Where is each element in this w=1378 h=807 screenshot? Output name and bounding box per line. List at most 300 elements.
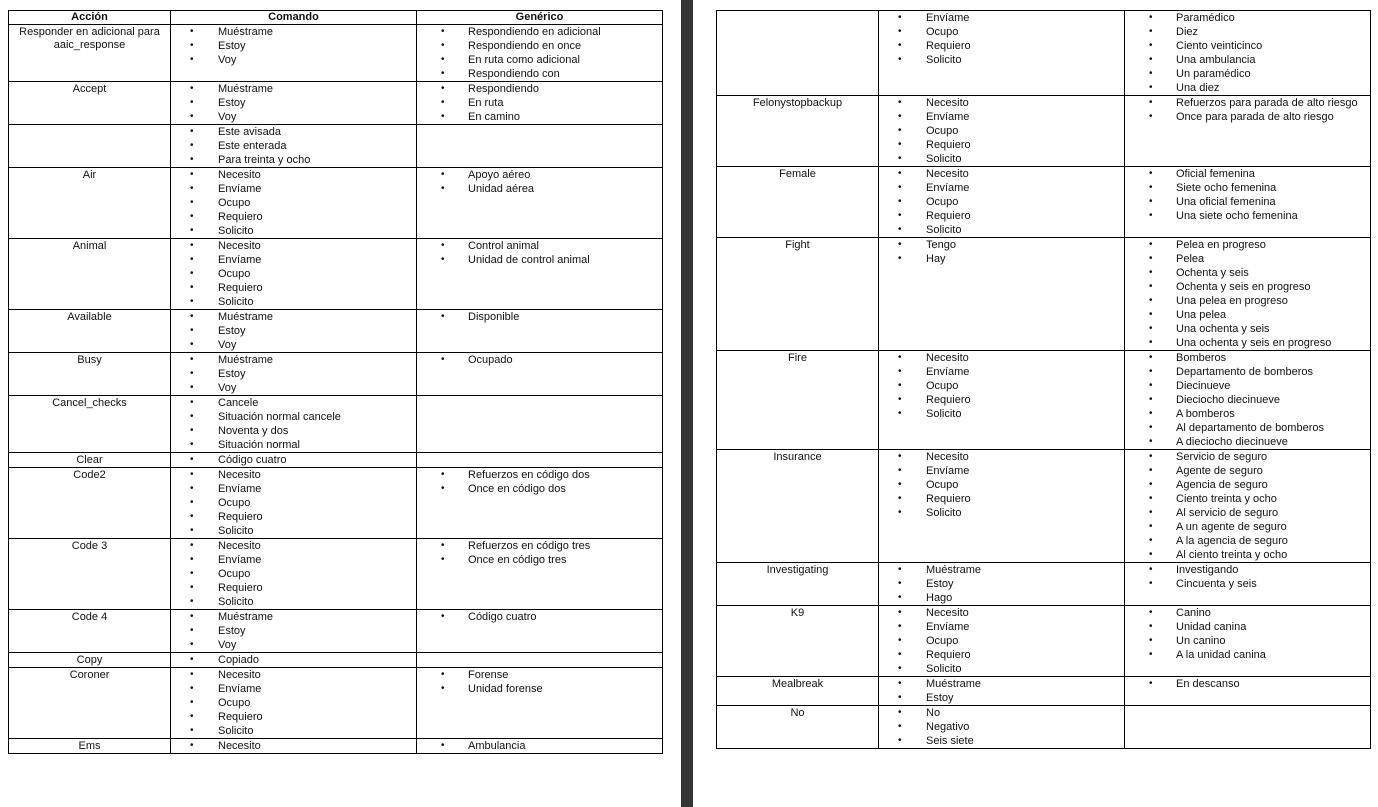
- comando-cell: [171, 396, 417, 453]
- comando-list-item: • Requiero: [898, 648, 1124, 662]
- generico-list: [1125, 238, 1370, 350]
- comando-list-item: • Solicito: [898, 152, 1124, 166]
- table-row: [717, 96, 1371, 167]
- comando-list-item: • Voy: [190, 338, 416, 352]
- generico-list-item: • Diecinueve: [1149, 379, 1370, 393]
- comando-list-item: • Estoy: [190, 624, 416, 638]
- header-generico: Genérico: [417, 11, 663, 25]
- comando-list-item: • Estoy: [898, 577, 1124, 591]
- table-row: [9, 353, 663, 396]
- table-row: [717, 351, 1371, 450]
- comando-list-item: • Situación normal: [190, 438, 416, 452]
- generico-cell: [1125, 563, 1371, 606]
- comando-cell: [879, 167, 1125, 238]
- generico-list: [417, 539, 662, 567]
- comando-cell: [879, 563, 1125, 606]
- accion-cell: Code 4: [9, 610, 171, 653]
- comando-list-item: • Requiero: [190, 210, 416, 224]
- generico-list-item: • Paramédico: [1149, 11, 1370, 25]
- comando-list-item: • Ocupo: [190, 696, 416, 710]
- comando-list-item: • Voy: [190, 638, 416, 652]
- table-row: [9, 653, 663, 668]
- comando-list: [171, 396, 416, 452]
- comando-list-item: • Necesito: [898, 606, 1124, 620]
- accion-cell: Female: [717, 167, 879, 238]
- accion-cell: Fire: [717, 351, 879, 450]
- generico-list: [1125, 11, 1370, 95]
- generico-list-item: • A bomberos: [1149, 407, 1370, 421]
- generico-list-item: • En camino: [441, 110, 662, 124]
- comando-cell: [171, 739, 417, 754]
- comando-list-item: • Seis siete: [898, 734, 1124, 748]
- page-left: [8, 10, 662, 754]
- generico-list-item: • Al ciento treinta y ocho: [1149, 548, 1370, 562]
- comando-cell: [171, 610, 417, 653]
- comando-list-item: • Solicito: [190, 595, 416, 609]
- comando-cell: [171, 353, 417, 396]
- accion-cell: [9, 125, 171, 168]
- generico-list-item: • Refuerzos en código dos: [441, 468, 662, 482]
- generico-list-item: • Respondiendo con: [441, 67, 662, 81]
- generico-list: [417, 353, 662, 367]
- generico-cell: [1125, 11, 1371, 96]
- comando-list-item: • Necesito: [190, 668, 416, 682]
- generico-cell: [417, 82, 663, 125]
- generico-list: [417, 25, 662, 81]
- generico-cell: [417, 25, 663, 82]
- table-row: [9, 82, 663, 125]
- comando-list-item: • Ocupo: [898, 634, 1124, 648]
- comando-cell: [879, 351, 1125, 450]
- generico-list-item: • Unidad canina: [1149, 620, 1370, 634]
- comando-cell: [171, 539, 417, 610]
- comando-list: [879, 677, 1124, 705]
- generico-list: [417, 310, 662, 324]
- generico-list-item: • En ruta: [441, 96, 662, 110]
- comando-list-item: • Solicito: [898, 223, 1124, 237]
- accion-cell: Copy: [9, 653, 171, 668]
- generico-list-item: • Una pelea en progreso: [1149, 294, 1370, 308]
- table-row: [9, 539, 663, 610]
- comando-list-item: • Ocupo: [190, 496, 416, 510]
- generico-cell: [1125, 606, 1371, 677]
- comando-list-item: • Voy: [190, 381, 416, 395]
- comando-list-item: • Requiero: [898, 209, 1124, 223]
- comando-list-item: • Este avisada: [190, 125, 416, 139]
- table-row: [9, 396, 663, 453]
- comando-list: [879, 96, 1124, 166]
- comando-list: [171, 353, 416, 395]
- comando-list: [171, 25, 416, 67]
- comando-list: [171, 468, 416, 538]
- comando-list-item: • Necesito: [898, 167, 1124, 181]
- comando-list-item: • Requiero: [898, 138, 1124, 152]
- generico-list-item: • Apoyo aéreo: [441, 168, 662, 182]
- comando-list-item: • No: [898, 706, 1124, 720]
- comando-list-item: • Muéstrame: [898, 563, 1124, 577]
- comando-list-item: • Para treinta y ocho: [190, 153, 416, 167]
- generico-cell: [417, 239, 663, 310]
- comando-list-item: • Requiero: [190, 581, 416, 595]
- generico-cell: [417, 453, 663, 468]
- generico-list: [1125, 606, 1370, 662]
- generico-list-item: • Ochenta y seis en progreso: [1149, 280, 1370, 294]
- generico-list-item: • Una ochenta y seis en progreso: [1149, 336, 1370, 350]
- comando-list-item: • Necesito: [898, 450, 1124, 464]
- comando-cell: [879, 606, 1125, 677]
- generico-list-item: • Disponible: [441, 310, 662, 324]
- comando-list-item: • Código cuatro: [190, 453, 416, 467]
- generico-cell: [417, 610, 663, 653]
- comando-list-item: • Envíame: [898, 365, 1124, 379]
- comando-list: [879, 563, 1124, 605]
- accion-cell: Animal: [9, 239, 171, 310]
- table-row: [9, 610, 663, 653]
- comando-list: [171, 610, 416, 652]
- generico-list-item: • Oficial femenina: [1149, 167, 1370, 181]
- comando-list: [171, 668, 416, 738]
- comando-list-item: • Envíame: [898, 620, 1124, 634]
- accion-cell: Clear: [9, 453, 171, 468]
- table-row: [9, 168, 663, 239]
- table-row: [717, 238, 1371, 351]
- generico-list: [1125, 167, 1370, 223]
- commands-table-left: [8, 10, 663, 754]
- generico-cell: [417, 653, 663, 668]
- generico-list-item: • Forense: [441, 668, 662, 682]
- accion-cell: Available: [9, 310, 171, 353]
- comando-list-item: • Necesito: [190, 239, 416, 253]
- table-body-right: [717, 11, 1371, 749]
- generico-list: [417, 668, 662, 696]
- generico-list-item: • Una pelea: [1149, 308, 1370, 322]
- accion-cell: Coroner: [9, 668, 171, 739]
- accion-cell: [717, 11, 879, 96]
- accion-cell: Air: [9, 168, 171, 239]
- comando-cell: [879, 706, 1125, 749]
- generico-list-item: • Respondiendo en adicional: [441, 25, 662, 39]
- generico-cell: [417, 668, 663, 739]
- comando-list-item: • Solicito: [190, 724, 416, 738]
- comando-list: [171, 539, 416, 609]
- generico-list-item: • Una siete ocho femenina: [1149, 209, 1370, 223]
- comando-list-item: • Envíame: [190, 253, 416, 267]
- table-row: [9, 468, 663, 539]
- generico-list-item: • Al servicio de seguro: [1149, 506, 1370, 520]
- accion-cell: Felonystopbackup: [717, 96, 879, 167]
- generico-cell: [417, 539, 663, 610]
- generico-list-item: • A la unidad canina: [1149, 648, 1370, 662]
- generico-list-item: • Control animal: [441, 239, 662, 253]
- table-row: [717, 11, 1371, 96]
- generico-list-item: • A un agente de seguro: [1149, 520, 1370, 534]
- generico-list-item: • Unidad forense: [441, 682, 662, 696]
- comando-list-item: • Ocupo: [898, 379, 1124, 393]
- comando-list-item: • Requiero: [190, 281, 416, 295]
- accion-cell: Insurance: [717, 450, 879, 563]
- generico-list-item: • Ochenta y seis: [1149, 266, 1370, 280]
- comando-list-item: • Requiero: [190, 710, 416, 724]
- generico-cell: [1125, 96, 1371, 167]
- generico-cell: [417, 739, 663, 754]
- generico-list: [1125, 450, 1370, 562]
- table-row: [717, 563, 1371, 606]
- comando-cell: [879, 96, 1125, 167]
- comando-list-item: • Envíame: [190, 553, 416, 567]
- generico-list-item: • En descanso: [1149, 677, 1370, 691]
- comando-list-item: • Ocupo: [898, 478, 1124, 492]
- comando-list-item: • Necesito: [190, 168, 416, 182]
- generico-cell: [1125, 450, 1371, 563]
- comando-list-item: • Necesito: [898, 96, 1124, 110]
- comando-cell: [171, 25, 417, 82]
- comando-list-item: • Muéstrame: [190, 25, 416, 39]
- comando-list-item: • Ocupo: [898, 124, 1124, 138]
- generico-list-item: • Un paramédico: [1149, 67, 1370, 81]
- page-right: [716, 10, 1370, 749]
- comando-cell: [171, 468, 417, 539]
- table-row: [717, 450, 1371, 563]
- generico-list-item: • Bomberos: [1149, 351, 1370, 365]
- accion-cell: Cancel_checks: [9, 396, 171, 453]
- generico-list-item: • Ciento treinta y ocho: [1149, 492, 1370, 506]
- generico-list-item: • Ciento veinticinco: [1149, 39, 1370, 53]
- generico-list: [417, 739, 662, 753]
- generico-list: [417, 610, 662, 624]
- generico-list-item: • Refuerzos para parada de alto riesgo: [1149, 96, 1370, 110]
- comando-list-item: • Estoy: [190, 96, 416, 110]
- accion-cell: Responder en adicional para aaic_response: [9, 25, 171, 82]
- comando-list: [171, 739, 416, 753]
- generico-list-item: • Respondiendo: [441, 82, 662, 96]
- comando-list: [171, 453, 416, 467]
- comando-list-item: • Envíame: [898, 11, 1124, 25]
- comando-list: [879, 706, 1124, 748]
- comando-list-item: • Envíame: [190, 682, 416, 696]
- accion-cell: Fight: [717, 238, 879, 351]
- generico-list-item: • En ruta como adicional: [441, 53, 662, 67]
- table-body-left: [9, 25, 663, 754]
- comando-list-item: • Muéstrame: [190, 353, 416, 367]
- generico-list-item: • Diez: [1149, 25, 1370, 39]
- comando-cell: [171, 82, 417, 125]
- generico-list: [417, 239, 662, 267]
- comando-list-item: • Envíame: [898, 464, 1124, 478]
- comando-cell: [879, 677, 1125, 706]
- table-row: [9, 310, 663, 353]
- comando-list-item: • Estoy: [190, 367, 416, 381]
- generico-list-item: • Siete ocho femenina: [1149, 181, 1370, 195]
- comando-list-item: • Voy: [190, 53, 416, 67]
- comando-cell: [879, 450, 1125, 563]
- generico-list-item: • Ambulancia: [441, 739, 662, 753]
- generico-cell: [417, 353, 663, 396]
- table-row: [9, 25, 663, 82]
- header-row: [9, 11, 663, 25]
- comando-list-item: • Envíame: [190, 482, 416, 496]
- accion-cell: Ems: [9, 739, 171, 754]
- generico-list-item: • Una ochenta y seis: [1149, 322, 1370, 336]
- generico-list-item: • Agencia de seguro: [1149, 478, 1370, 492]
- accion-cell: K9: [717, 606, 879, 677]
- generico-cell: [1125, 677, 1371, 706]
- table-row: [717, 167, 1371, 238]
- generico-list-item: • Once en código dos: [441, 482, 662, 496]
- table-row: [717, 706, 1371, 749]
- comando-list-item: • Ocupo: [898, 25, 1124, 39]
- generico-cell: [417, 168, 663, 239]
- header-accion: Acción: [9, 11, 171, 25]
- commands-table-right: [716, 10, 1371, 749]
- comando-list-item: • Voy: [190, 110, 416, 124]
- accion-cell: Accept: [9, 82, 171, 125]
- comando-list-item: • Ocupo: [898, 195, 1124, 209]
- comando-list-item: • Necesito: [190, 539, 416, 553]
- comando-list: [171, 310, 416, 352]
- generico-list-item: • Servicio de seguro: [1149, 450, 1370, 464]
- comando-list-item: • Envíame: [898, 110, 1124, 124]
- comando-list-item: • Situación normal cancele: [190, 410, 416, 424]
- comando-list: [879, 11, 1124, 67]
- comando-list-item: • Solicito: [898, 662, 1124, 676]
- header-comando: Comando: [171, 11, 417, 25]
- comando-list-item: • Noventa y dos: [190, 424, 416, 438]
- accion-cell: Code 3: [9, 539, 171, 610]
- comando-list-item: • Necesito: [898, 351, 1124, 365]
- generico-list-item: • Once en código tres: [441, 553, 662, 567]
- comando-list-item: • Ocupo: [190, 567, 416, 581]
- comando-list: [171, 239, 416, 309]
- comando-cell: [171, 239, 417, 310]
- comando-list-item: • Solicito: [898, 53, 1124, 67]
- generico-list-item: • Investigando: [1149, 563, 1370, 577]
- comando-list-item: • Requiero: [898, 393, 1124, 407]
- comando-list-item: • Tengo: [898, 238, 1124, 252]
- comando-list-item: • Hago: [898, 591, 1124, 605]
- generico-list-item: • Canino: [1149, 606, 1370, 620]
- generico-list: [1125, 677, 1370, 691]
- page-divider: [681, 0, 693, 807]
- comando-list-item: • Solicito: [898, 407, 1124, 421]
- generico-list-item: • Una oficial femenina: [1149, 195, 1370, 209]
- generico-list-item: • Unidad aérea: [441, 182, 662, 196]
- comando-list-item: • Copiado: [190, 653, 416, 667]
- table-row: [9, 239, 663, 310]
- generico-list: [1125, 351, 1370, 449]
- comando-list-item: • Muéstrame: [898, 677, 1124, 691]
- comando-list-item: • Ocupo: [190, 267, 416, 281]
- comando-cell: [879, 238, 1125, 351]
- generico-list-item: • Una ambulancia: [1149, 53, 1370, 67]
- comando-cell: [171, 453, 417, 468]
- accion-cell: Mealbreak: [717, 677, 879, 706]
- comando-list-item: • Cancele: [190, 396, 416, 410]
- generico-list-item: • Respondiendo en once: [441, 39, 662, 53]
- comando-list: [879, 606, 1124, 676]
- comando-cell: [171, 668, 417, 739]
- table-row: [9, 453, 663, 468]
- comando-cell: [171, 310, 417, 353]
- comando-list-item: • Solicito: [190, 224, 416, 238]
- comando-list-item: • Hay: [898, 252, 1124, 266]
- comando-list: [171, 82, 416, 124]
- comando-list-item: • Requiero: [190, 510, 416, 524]
- table-row: [717, 606, 1371, 677]
- generico-cell: [1125, 167, 1371, 238]
- comando-list-item: • Muéstrame: [190, 610, 416, 624]
- comando-list-item: • Este enterada: [190, 139, 416, 153]
- generico-cell: [417, 310, 663, 353]
- comando-list-item: • Estoy: [190, 324, 416, 338]
- generico-list-item: • Agente de seguro: [1149, 464, 1370, 478]
- generico-list-item: • Dieciocho diecinueve: [1149, 393, 1370, 407]
- comando-list-item: • Estoy: [898, 691, 1124, 705]
- generico-list-item: • Pelea: [1149, 252, 1370, 266]
- comando-list: [171, 168, 416, 238]
- comando-list-item: • Solicito: [898, 506, 1124, 520]
- accion-cell: Investigating: [717, 563, 879, 606]
- comando-list: [171, 653, 416, 667]
- generico-cell: [1125, 238, 1371, 351]
- generico-list-item: • Pelea en progreso: [1149, 238, 1370, 252]
- table-row: [9, 668, 663, 739]
- comando-list: [171, 125, 416, 167]
- generico-cell: [417, 468, 663, 539]
- comando-list-item: • Ocupo: [190, 196, 416, 210]
- comando-list-item: • Envíame: [190, 182, 416, 196]
- accion-cell: No: [717, 706, 879, 749]
- comando-list-item: • Requiero: [898, 39, 1124, 53]
- comando-cell: [171, 653, 417, 668]
- generico-list-item: • Código cuatro: [441, 610, 662, 624]
- table-row: [9, 125, 663, 168]
- comando-list-item: • Muéstrame: [190, 310, 416, 324]
- table-row: [9, 739, 663, 754]
- comando-list-item: • Negativo: [898, 720, 1124, 734]
- comando-cell: [879, 11, 1125, 96]
- comando-list: [879, 351, 1124, 421]
- generico-list-item: • Ocupado: [441, 353, 662, 367]
- comando-list: [879, 450, 1124, 520]
- generico-cell: [1125, 706, 1371, 749]
- comando-cell: [171, 125, 417, 168]
- generico-cell: [417, 125, 663, 168]
- generico-list-item: • A la agencia de seguro: [1149, 534, 1370, 548]
- table-row: [717, 677, 1371, 706]
- comando-list-item: • Solicito: [190, 524, 416, 538]
- generico-list-item: • Un canino: [1149, 634, 1370, 648]
- comando-list: [879, 167, 1124, 237]
- generico-list-item: • A dieciocho diecinueve: [1149, 435, 1370, 449]
- generico-list: [417, 168, 662, 196]
- comando-list-item: • Envíame: [898, 181, 1124, 195]
- generico-cell: [1125, 351, 1371, 450]
- generico-list-item: • Una diez: [1149, 81, 1370, 95]
- generico-list: [1125, 563, 1370, 591]
- comando-cell: [171, 168, 417, 239]
- generico-list-item: • Cincuenta y seis: [1149, 577, 1370, 591]
- comando-list: [879, 238, 1124, 266]
- generico-list: [1125, 96, 1370, 124]
- accion-cell: Busy: [9, 353, 171, 396]
- generico-list-item: • Unidad de control animal: [441, 253, 662, 267]
- comando-list-item: • Necesito: [190, 739, 416, 753]
- generico-list-item: • Departamento de bomberos: [1149, 365, 1370, 379]
- comando-list-item: • Muéstrame: [190, 82, 416, 96]
- comando-list-item: • Necesito: [190, 468, 416, 482]
- comando-list-item: • Requiero: [898, 492, 1124, 506]
- generico-list-item: • Al departamento de bomberos: [1149, 421, 1370, 435]
